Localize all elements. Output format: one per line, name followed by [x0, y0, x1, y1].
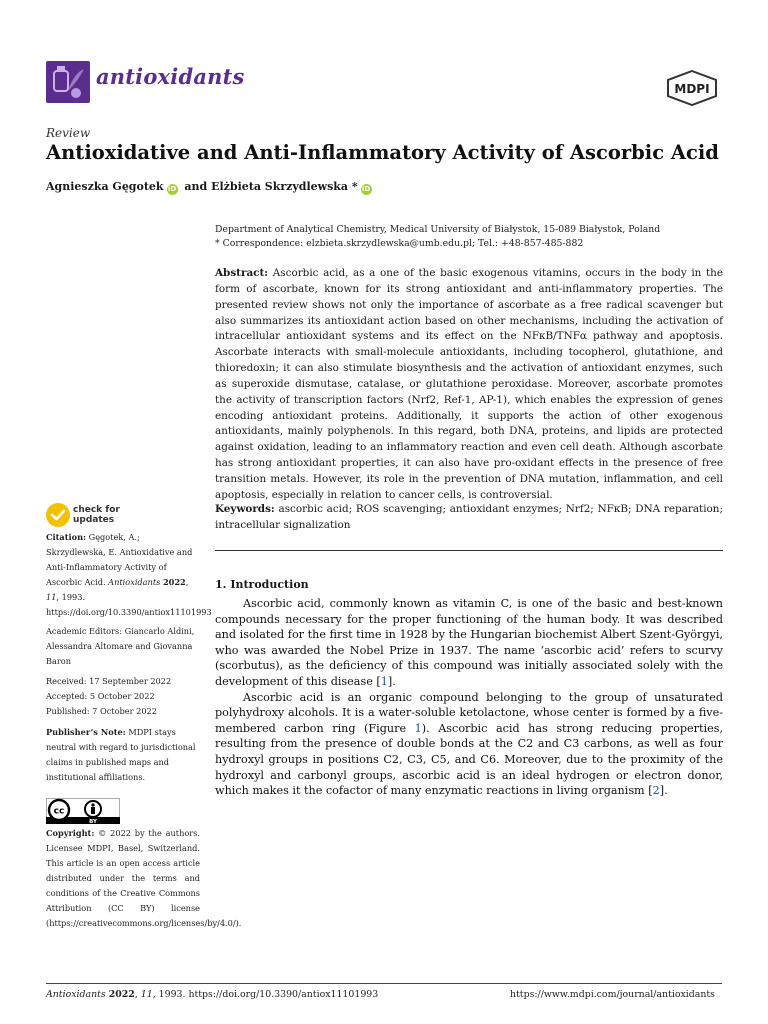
copyright-block — [46, 826, 242, 931]
paragraph-text: ]. — [387, 674, 396, 688]
figure-link[interactable]: 1 — [414, 721, 422, 735]
footer-volume: 11 — [140, 989, 153, 1000]
publisher-note-text: MDPI stays neutral with regard to jurisdictional claims in published maps and institutional affiliations. — [46, 727, 196, 782]
flask-leaf-icon — [46, 61, 90, 103]
citation-journal: Antioxidants — [108, 577, 161, 587]
publisher-note-label: Publisher’s Note: — [46, 727, 126, 737]
check-text — [73, 505, 120, 525]
citation-year: 2022 — [162, 577, 186, 587]
received-date: Received: 17 September 2022 — [46, 676, 172, 686]
academic-editors: Academic Editors: Giancarlo Aldini, Alessandra Altomare and Giovanna Baron — [46, 626, 195, 666]
citation-block: Citation: Gęgotek, A.; Skrzydlewska, E. Antioxidative and Anti-Inflammatory Activity of Ascorbic Acid. Antioxidants 2022, 11, 1993. https://doi.org/10.3390/antiox11101993 — [46, 532, 212, 617]
check-for-updates-badge[interactable] — [46, 503, 176, 529]
published-date: Published: 7 October 2022 — [46, 706, 157, 716]
mdpi-logo — [666, 70, 718, 106]
keywords-text: ascorbic acid; ROS scavenging; antioxidant enzymes; Nrf2; NFκB; DNA reparation; intracellular signalization — [215, 503, 724, 531]
citation-doi[interactable]: , 1993. https://doi.org/10.3390/antiox11101993 — [46, 592, 212, 617]
copyright-text: © 2022 by the authors. Licensee MDPI, Basel, Switzerland. This article is an open access article distributed under the terms and conditions of the Creative Commons Attribution (CC BY) license (https://creativecommons.org/licenses/by/4.0/). — [46, 828, 242, 928]
abstract — [215, 266, 723, 504]
footer-journal: Antioxidants — [46, 989, 106, 1000]
introduction-body — [215, 596, 723, 799]
copyright-label: Copyright: — [46, 828, 95, 838]
divider — [215, 550, 723, 551]
paragraph — [215, 690, 723, 799]
check-line: check for — [73, 505, 120, 515]
accepted-date: Accepted: 5 October 2022 — [46, 691, 155, 701]
orcid-icon[interactable]: iD — [167, 185, 177, 193]
article-title: Antioxidative and Anti-Inflammatory Activity of Ascorbic Acid — [46, 141, 719, 164]
citation-label: Citation: — [46, 532, 87, 542]
reference-link[interactable]: 1 — [380, 674, 388, 688]
svg-text:cc: cc — [53, 806, 65, 817]
journal-logo — [46, 61, 90, 103]
svg-text:BY: BY — [89, 819, 97, 824]
check-line: updates — [73, 515, 115, 525]
affiliation: Department of Analytical Chemistry, Medical University of Białystok, 15-089 Białystok, Poland — [215, 224, 661, 235]
mdpi-logo-text: MDPI — [674, 82, 710, 96]
author-name[interactable]: Elżbieta Skrzydlewska * — [211, 180, 358, 193]
publisher-note — [46, 725, 200, 785]
section-heading: 1. Introduction — [215, 578, 309, 591]
affiliation-block — [215, 223, 725, 251]
paragraph-text: ]. — [659, 784, 668, 798]
footer-year: 2022 — [108, 989, 135, 1000]
footer-doi[interactable]: , 1993. https://doi.org/10.3390/antiox11101993 — [152, 989, 379, 1000]
footer-journal-url[interactable]: https://www.mdpi.com/journal/antioxidants — [510, 989, 715, 1000]
abstract-text: Ascorbic acid, as a one of the basic exogenous vitamins, occurs in the body in the form of ascorbate, known for its strong antioxidant and anti-inflammatory properties. The presented review shows not only the importance of ascorbate as a free radical scavenger but also summarizes its antioxidant action based on other mechanisms, including the activation of intracellular antioxidant systems and its effect on the NFκB/TNFα pathway and apoptosis. Ascorbate interacts with small-molecule antioxidants, including tocopherol, glutathione, and thioredoxin; it can also stimulate biosynthesis and the activation of antioxidant enzymes, such as superoxide dismutase, catalase, or glutathione peroxidase. Moreover, ascorbate promotes the activity of transcription factors (Nrf2, Ref-1, AP-1), which enables the expression of genes encoding antioxidant proteins. Additionally, it supports the action of other exogenous antioxidants, mainly polyphenols. In this regard, both DNA, proteins, and lipids are protected against oxidation, leading to an inflammatory reaction and even cell death. Although ascorbate has strong antioxidant properties, it can also have pro-oxidant effects in the presence of free transition metals. However, its role in the prevention of DNA mutation, inflammation, and cell apoptosis, especially in relation to cancer cells, is controversial. — [215, 267, 723, 501]
dates-block — [46, 674, 200, 719]
footer-citation: Antioxidants 2022, 11, 1993. https://doi.org/10.3390/antiox11101993 — [46, 989, 379, 1000]
article-type: Review — [46, 126, 91, 140]
keywords — [215, 502, 723, 534]
paragraph-text: Ascorbic acid is an organic compound belonging to the group of unsaturated polyhydroxy alcohols. It is a water-soluble ketolactone, whose center is formed by a five-membered carbon ring (Figure — [215, 690, 723, 735]
paragraph-text: ). Ascorbic acid has strong reducing properties, resulting from the presence of double bonds at the C2 and C3 carbons, as well as four hydroxyl groups in positions C2, C3, C5, and C6. Moreover, due to the proximity of the hydroxyl and carbonyl groups, ascorbic acid is an ideal hydrogen or electron donor, which makes it the cofactor of many enzymatic reactions in living organism [ — [215, 721, 723, 798]
paragraph-text: Ascorbic acid, commonly known as vitamin C, is one of the basic and best-known compounds necessary for the proper functioning of the human body. It was described and isolated for the first time in 1928 by the Hungarian biochemist Albert Szent-Györgyi, who was awarded the Nobel Prize in 1937. The name ‘ascorbic acid’ refers to scurvy (scorbutus), as the deficiency of this compound was initially associated solely with the development of this disease [ — [215, 597, 723, 688]
cc-by-license-icon[interactable] — [46, 798, 120, 824]
paragraph — [215, 596, 723, 690]
journal-name: antioxidants — [96, 64, 245, 89]
author-list — [46, 180, 375, 195]
citation-text: Gęgotek, A.; Skrzydlewska, E. Antioxidative and Anti-Inflammatory Activity of Ascorbic Acid. — [46, 532, 193, 587]
author-name[interactable]: Agnieszka Gęgotek — [46, 180, 164, 193]
keywords-label: Keywords: — [215, 503, 275, 515]
footer-divider — [46, 983, 722, 984]
orcid-icon[interactable]: iD — [362, 185, 371, 193]
author-join: and — [184, 180, 208, 193]
reference-link[interactable]: 2 — [652, 784, 660, 798]
citation-volume: 11 — [46, 592, 57, 602]
correspondence: * Correspondence: elzbieta.skrzydlewska@umb.edu.pl; Tel.: +48-857-485-882 — [215, 238, 584, 249]
abstract-label: Abstract: — [215, 267, 269, 279]
check-icon — [46, 503, 70, 527]
